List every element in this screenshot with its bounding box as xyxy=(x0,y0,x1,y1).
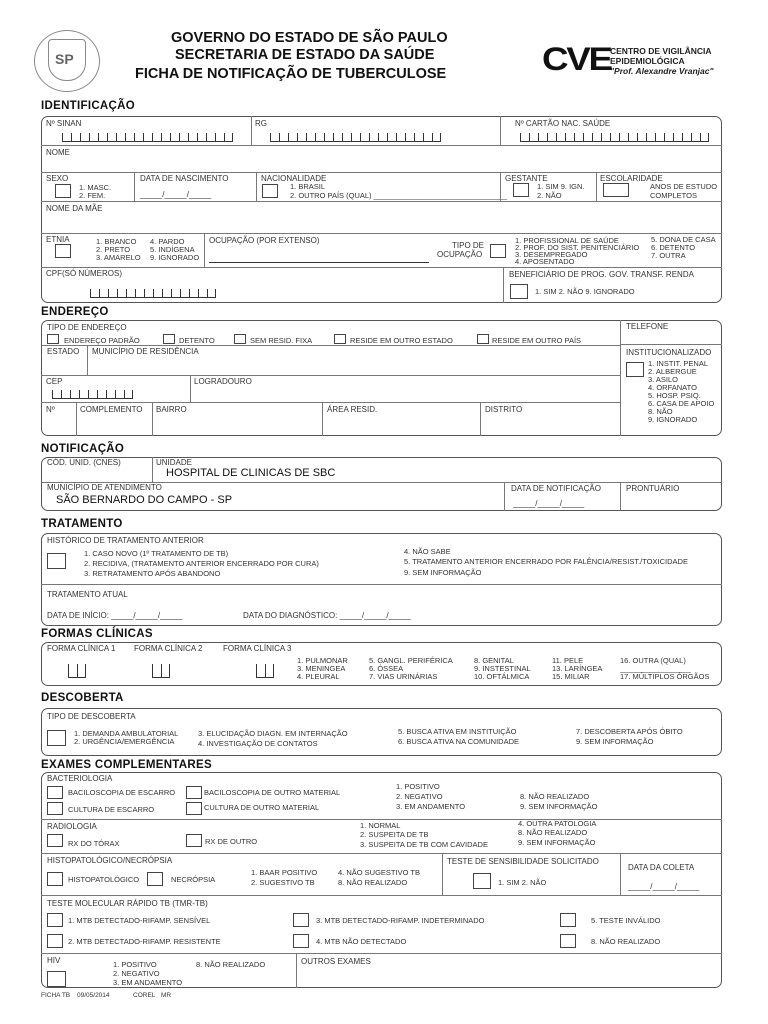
historico-box[interactable] xyxy=(47,553,66,569)
sem-resid-box[interactable] xyxy=(234,334,246,344)
beneficiario-box[interactable] xyxy=(510,284,528,299)
nacionalidade-box[interactable] xyxy=(262,184,278,198)
tipo-ocupacao-box[interactable] xyxy=(490,244,506,258)
tmr-1-box[interactable] xyxy=(47,913,63,927)
state-seal: SP xyxy=(34,30,100,92)
unidade-value[interactable]: HOSPITAL DE CLINICAS DE SBC xyxy=(166,467,336,479)
rx-torax-box[interactable] xyxy=(47,834,63,847)
necropsia-box[interactable] xyxy=(147,872,163,886)
tmr-8-box[interactable] xyxy=(560,934,576,948)
sexo-box[interactable] xyxy=(55,184,71,198)
footer-ficha: FICHA TB xyxy=(41,992,71,999)
escolaridade-box[interactable] xyxy=(603,183,629,197)
cpf-field[interactable] xyxy=(90,289,216,298)
descoberta-sel-box[interactable] xyxy=(47,730,66,746)
institucionalizado-box[interactable] xyxy=(626,362,644,377)
tmr-4-box[interactable] xyxy=(293,934,309,948)
cultura-escarro-box[interactable] xyxy=(47,802,63,815)
section-exames: EXAMES COMPLEMENTARES xyxy=(41,759,212,771)
outro-estado-box[interactable] xyxy=(334,334,346,344)
histopatologico-box[interactable] xyxy=(47,872,63,886)
tmr-2-box[interactable] xyxy=(47,934,63,948)
section-tratamento: TRATAMENTO xyxy=(41,518,123,530)
nascimento-field[interactable]: _____/_____/_____ xyxy=(140,190,212,199)
section-notificacao: NOTIFICAÇÃO xyxy=(41,443,125,455)
section-descoberta: DESCOBERTA xyxy=(41,692,124,704)
baciloscopia-escarro-box[interactable] xyxy=(47,786,63,799)
cartao-field[interactable] xyxy=(520,133,709,142)
section-formas: FORMAS CLÍNICAS xyxy=(41,628,153,640)
forma2-field[interactable] xyxy=(152,664,170,678)
gestante-box[interactable] xyxy=(513,183,529,197)
tmr-5-box[interactable] xyxy=(560,913,576,927)
header-line1: GOVERNO DO ESTADO DE SÃO PAULO xyxy=(171,30,448,46)
cep-field[interactable] xyxy=(52,390,133,399)
sinan-field[interactable] xyxy=(62,133,233,142)
detento-box[interactable] xyxy=(163,334,175,344)
form-title: FICHA DE NOTIFICAÇÃO DE TUBERCULOSE xyxy=(135,66,447,82)
tmr-3-box[interactable] xyxy=(293,913,309,927)
forma1-field[interactable] xyxy=(68,664,86,678)
header-line2: SECRETARIA DE ESTADO DA SAÚDE xyxy=(175,47,435,63)
endereco-padrao-box[interactable] xyxy=(47,334,59,344)
etnia-box[interactable] xyxy=(55,244,71,258)
data-coleta-field[interactable]: _____/_____/_____ xyxy=(628,882,700,891)
data-notificacao-field[interactable]: _____/_____/_____ xyxy=(513,499,585,508)
data-diagnostico-field[interactable]: DATA DO DIAGNÓSTICO: _____/_____/_____ xyxy=(243,611,411,620)
data-inicio-field[interactable]: DATA DE INÍCIO: _____/_____/_____ xyxy=(47,611,183,620)
rx-outro-box[interactable] xyxy=(186,834,202,847)
outro-pais-box[interactable] xyxy=(477,334,489,344)
section-endereco: ENDEREÇO xyxy=(41,306,109,318)
rg-field[interactable] xyxy=(270,133,441,142)
hiv-box[interactable] xyxy=(47,971,66,987)
nome-mae-label: NOME DA MÃE xyxy=(46,204,103,213)
baciloscopia-outro-box[interactable] xyxy=(186,786,202,799)
cve-logo: CVE xyxy=(542,41,611,77)
cartao-label: Nº CARTÃO NAC. SAÚDE xyxy=(515,119,611,128)
section-identificacao: IDENTIFICAÇÃO xyxy=(41,100,135,112)
footer-data: 09/05/2014 xyxy=(77,992,110,999)
rg-label: RG xyxy=(255,119,267,128)
forma3-field[interactable] xyxy=(256,664,274,678)
nome-label: NOME xyxy=(46,148,70,157)
municipio-atendimento-value[interactable]: SÃO BERNARDO DO CAMPO - SP xyxy=(56,494,233,506)
sinan-label: Nº SINAN xyxy=(46,119,82,128)
footer-corel: COREL xyxy=(133,992,156,999)
sensibilidade-box[interactable] xyxy=(473,873,491,889)
cultura-outro-box[interactable] xyxy=(186,802,202,815)
footer-mr: MR xyxy=(161,992,172,999)
